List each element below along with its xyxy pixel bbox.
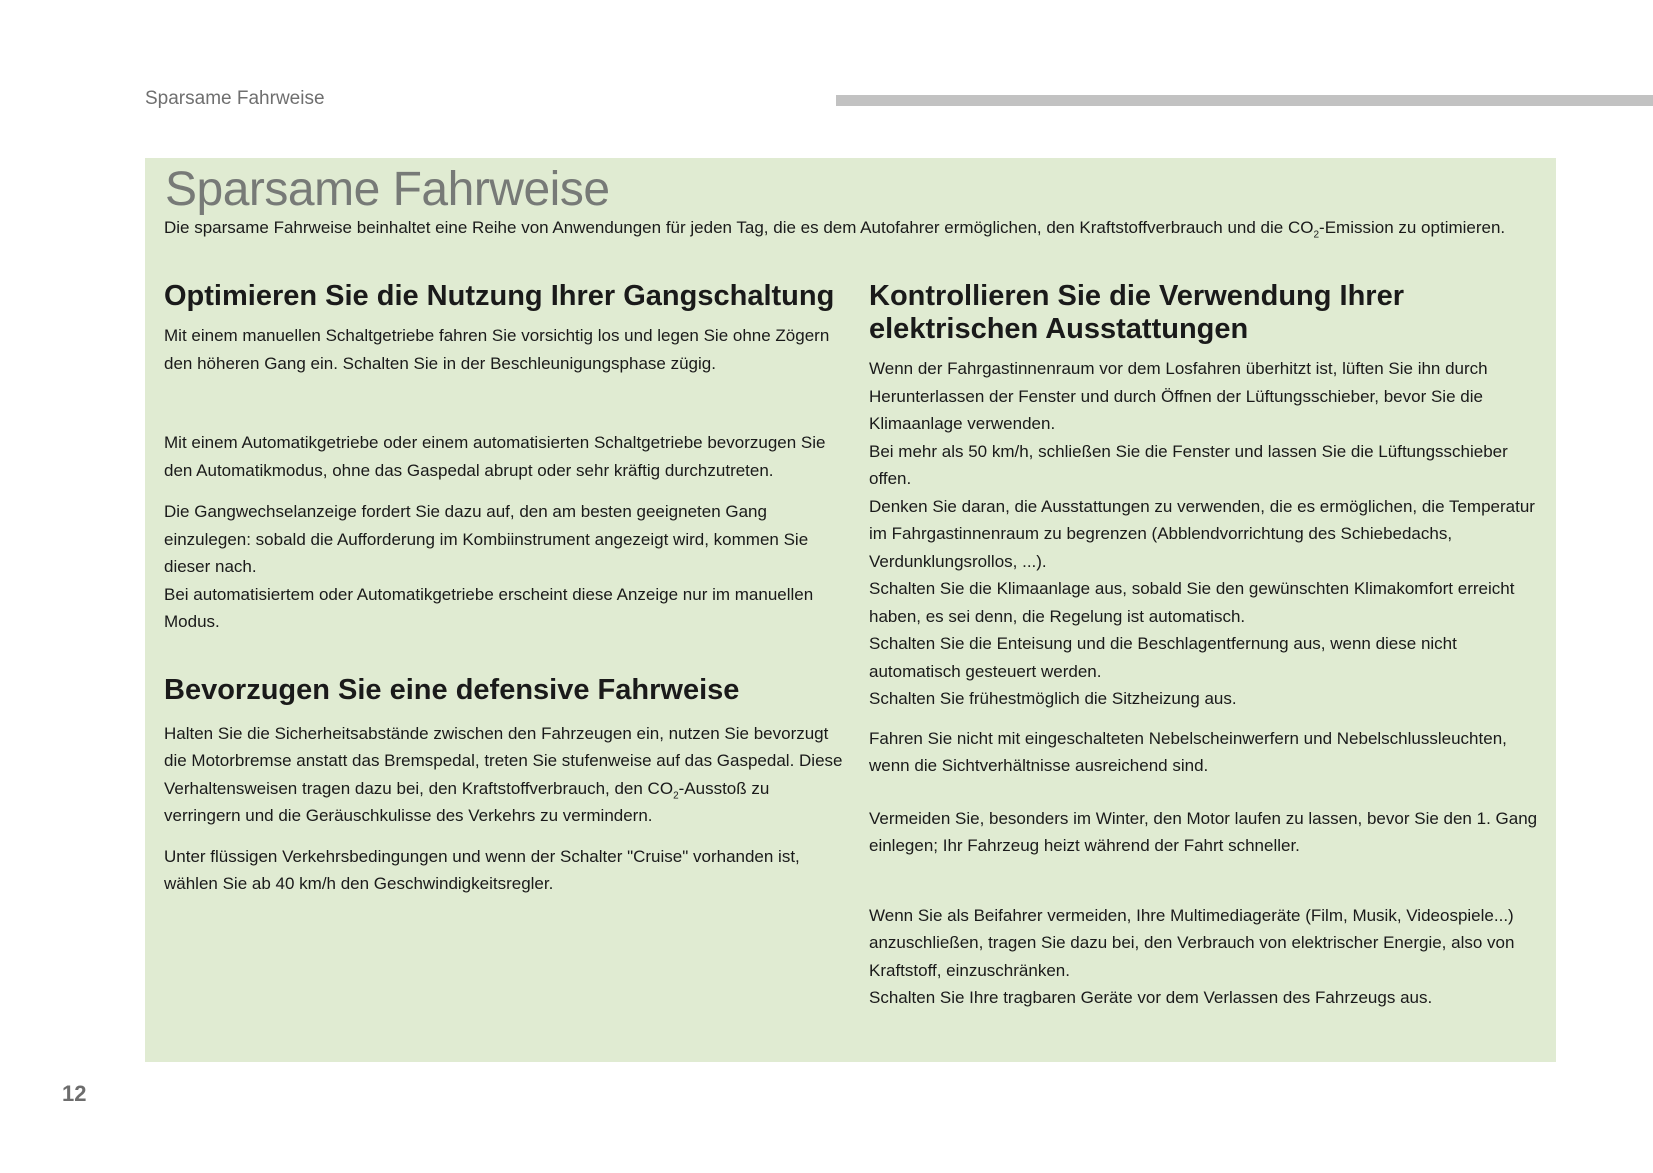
paragraph-multimedia: Wenn Sie als Beifahrer vermeiden, Ihre Multimediageräte (Film, Musik, Videospiele...) anzuschließen, tragen Sie dazu bei, den Verbrauch von elektrischer Energie, also von Kraftstoff, einzuschränken.: [869, 905, 1515, 980]
paragraph-seat-heating: Schalten Sie frühestmöglich die Sitzheizung aus.: [869, 689, 1237, 708]
running-header-title: Sparsame Fahrweise: [145, 88, 325, 109]
paragraph-manual-gearbox: Mit einem manuellen Schaltgetriebe fahren Sie vorsichtig los und legen Sie ohne Zögern den höheren Gang ein. Schalten Sie in der Beschleunigungsphase zügig.: [164, 326, 830, 373]
safety-text-start: Halten Sie die Sicherheitsabstände zwischen den Fahrzeugen ein, nutzen Sie bevorzugt die Motorbremse anstatt das Bremspedal, treten Sie stufenweise auf das Gaspedal. Diese Verhaltensweisen tragen dazu bei, den Kraftstoffverbrauch, den CO: [164, 723, 843, 798]
page-title: Sparsame Fahrweise: [165, 163, 610, 216]
heading-electrical-equipment: Kontrollieren Sie die Verwendung Ihrer elektrischen Ausstattungen: [869, 280, 1404, 345]
safety-text-end: -Ausstoß zu verringern und die Geräuschkulisse des Verkehrs zu vermindern.: [164, 778, 770, 825]
paragraph-ventilation: Wenn der Fahrgastinnenraum vor dem Losfahren überhitzt ist, lüften Sie ihn durch Herunterlassen der Fenster und durch Öffnen der Lüftungsschieber, bevor Sie die Klimaanlage verwenden.: [869, 359, 1488, 433]
paragraph-gear-indicator-note: Bei automatisiertem oder Automatikgetriebe erscheint diese Anzeige nur im manuellen Modus.: [164, 584, 814, 631]
intro-subscript: 2: [1313, 229, 1320, 241]
intro-text-end: -Emission zu optimieren.: [1319, 218, 1506, 237]
safety-subscript: 2: [673, 789, 679, 801]
paragraph-cruise-control: Unter flüssigen Verkehrsbedingungen und wenn der Schalter "Cruise" vorhanden ist, wählen Sie ab 40 km/h den Geschwindigkeitsregler.: [164, 846, 800, 893]
paragraph-gear-indicator: Die Gangwechselanzeige fordert Sie dazu auf, den am besten geeigneten Gang einzulegen: sobald die Aufforderung im Kombiinstrument angezeigt wird, kommen Sie dieser nach.: [164, 502, 809, 576]
paragraph-fog-lights: Fahren Sie nicht mit eingeschalteten Nebelscheinwerfern und Nebelschlussleuchten, wenn die Sichtverhältnisse ausreichend sind.: [869, 728, 1507, 775]
paragraph-defrost: Schalten Sie die Enteisung und die Beschlagentfernung aus, wenn diese nicht automatisch gesteuert werden.: [869, 634, 1457, 681]
paragraph-automatic-gearbox: Mit einem Automatikgetriebe oder einem automatisierten Schaltgetriebe bevorzugen Sie den Automatikmodus, ohne das Gaspedal abrupt oder sehr kräftig durchzutreten.: [164, 433, 826, 480]
paragraph-safety-distance: [164, 720, 844, 830]
page-number: 12: [62, 1081, 87, 1106]
heading-gear-usage: Optimieren Sie die Nutzung Ihrer Gangschaltung: [164, 280, 835, 312]
paragraph-air-conditioning: Schalten Sie die Klimaanlage aus, sobald Sie den gewünschten Klimakomfort erreicht haben, es sei denn, die Regelung ist automatisch.: [869, 579, 1515, 626]
paragraph-engine-idle: Vermeiden Sie, besonders im Winter, den Motor laufen zu lassen, bevor Sie den 1. Gang einlegen; Ihr Fahrzeug heizt während der Fahrt schneller.: [869, 808, 1538, 855]
content-panel: [145, 158, 1556, 1062]
paragraph-temperature-limits: Denken Sie daran, die Ausstattungen zu verwenden, die es ermöglichen, die Temperatur im Fahrgastinnenraum zu begrenzen (Abblendvorrichtung des Schiebedachs, Verdunklungsrollos, ...).: [869, 496, 1535, 571]
heading-defensive-driving: Bevorzugen Sie eine defensive Fahrweise: [164, 673, 740, 706]
right-column: [869, 280, 1549, 1012]
paragraph-windows-speed: Bei mehr als 50 km/h, schließen Sie die Fenster und lassen Sie die Lüftungsschieber offen.: [869, 441, 1508, 488]
intro-text-start: Die sparsame Fahrweise beinhaltet eine Reihe von Anwendungen für jeden Tag, die es dem Autofahrer ermöglichen, den Kraftstoffverbrauch und die CO: [164, 218, 1314, 237]
header-rule: [836, 95, 1653, 106]
left-column: [164, 280, 844, 898]
intro-paragraph: [164, 214, 1534, 241]
paragraph-portable-devices: Schalten Sie Ihre tragbaren Geräte vor dem Verlassen des Fahrzeugs aus.: [869, 988, 1433, 1007]
